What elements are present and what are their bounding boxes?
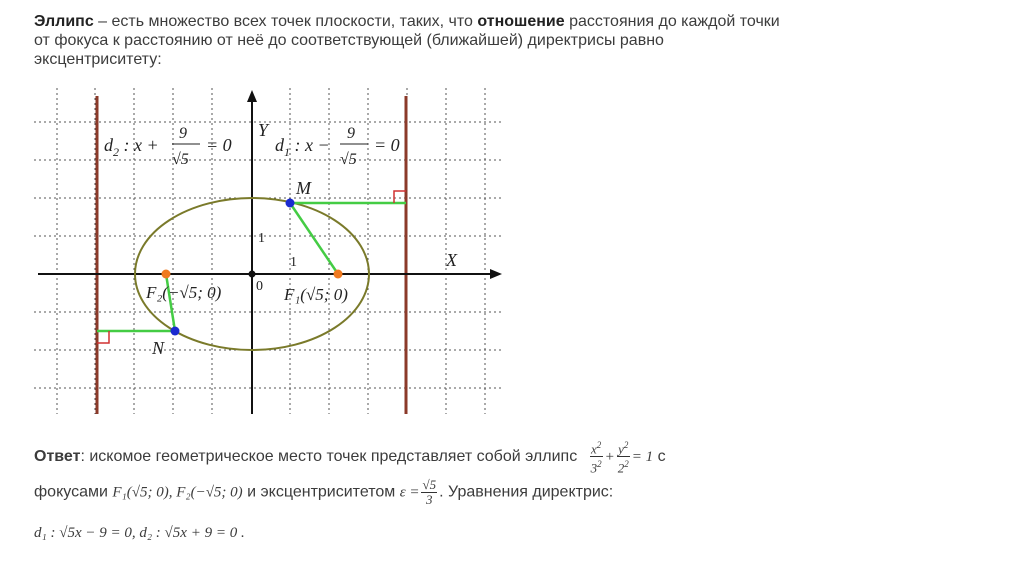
axis-y-label: Y	[258, 120, 269, 140]
directrix-text: . Уравнения директрис:	[439, 483, 614, 501]
d2-eq-right: = 0	[206, 135, 232, 155]
eccentricity-symbol: ε =	[399, 484, 420, 501]
axis-x-label: X	[446, 250, 457, 270]
origin-label: 0	[256, 279, 263, 294]
d1-eq-right: = 0	[374, 135, 400, 155]
y-axis-arrow	[247, 90, 257, 102]
tick-one-x: 1	[290, 255, 297, 270]
d1-label: $d_1$ : x −	[275, 135, 330, 159]
definition-paragraph	[34, 12, 794, 69]
segment-m-f1	[290, 203, 338, 274]
right-angle-mark-n	[97, 331, 109, 343]
eccentricity-text: и эксцентриситетом	[247, 483, 396, 501]
point-m	[286, 199, 295, 208]
directrix-equations: d₁ : √5x − 9 = 0, d₂ : √5x + 9 = 0 .	[34, 525, 245, 541]
d2-numerator: 9	[179, 125, 187, 142]
point-n-label: N	[152, 338, 165, 358]
foci-formula: F₁(√5; 0), F₂(−√5; 0)	[112, 484, 243, 501]
answer-line-1	[34, 438, 666, 476]
answer-label: Ответ	[34, 448, 81, 466]
d1-numerator: 9	[347, 125, 355, 142]
answer-text-c: с	[657, 448, 666, 466]
origin-point	[249, 271, 256, 278]
ellipse-equation: $\frac{x^2}{3^2}$ + $\frac{y^2}{2^2}$ = 1	[590, 440, 654, 476]
definition-bold-word: отношение	[477, 13, 565, 30]
x-axis-arrow	[490, 269, 502, 279]
point-f1	[334, 270, 343, 279]
f2-label: F₂(−√5; 0)	[146, 283, 222, 302]
eccentricity-fraction: $\frac{√5}{3}$	[422, 477, 437, 507]
d1-denominator: √5	[340, 151, 357, 168]
term-ellipse: Эллипс	[34, 13, 94, 30]
tick-one-y: 1	[258, 231, 265, 246]
answer-text: : искомое геометрическое место точек представляет собой эллипс	[80, 448, 578, 466]
d2-denominator: √5	[172, 151, 189, 168]
right-angle-mark-m	[394, 191, 406, 203]
point-n	[171, 327, 180, 336]
f1-label: F₁(√5; 0)	[284, 285, 348, 304]
answer-line-2	[34, 478, 613, 507]
foci-word: фокусами	[34, 483, 108, 501]
point-f2	[162, 270, 171, 279]
ellipse-graph	[34, 88, 504, 418]
d2-label: $d_2$ : x +	[104, 135, 159, 159]
definition-part1: – есть множество всех точек плоскости, таких, что	[93, 13, 478, 30]
answer-line-3	[34, 524, 245, 542]
definition-part2: расстояния до каждой точки от фокуса к расстоянию от неё до соответствующей (ближайшей) директрисы равно эксцентриситету:	[34, 13, 780, 68]
point-m-label: M	[296, 178, 311, 198]
